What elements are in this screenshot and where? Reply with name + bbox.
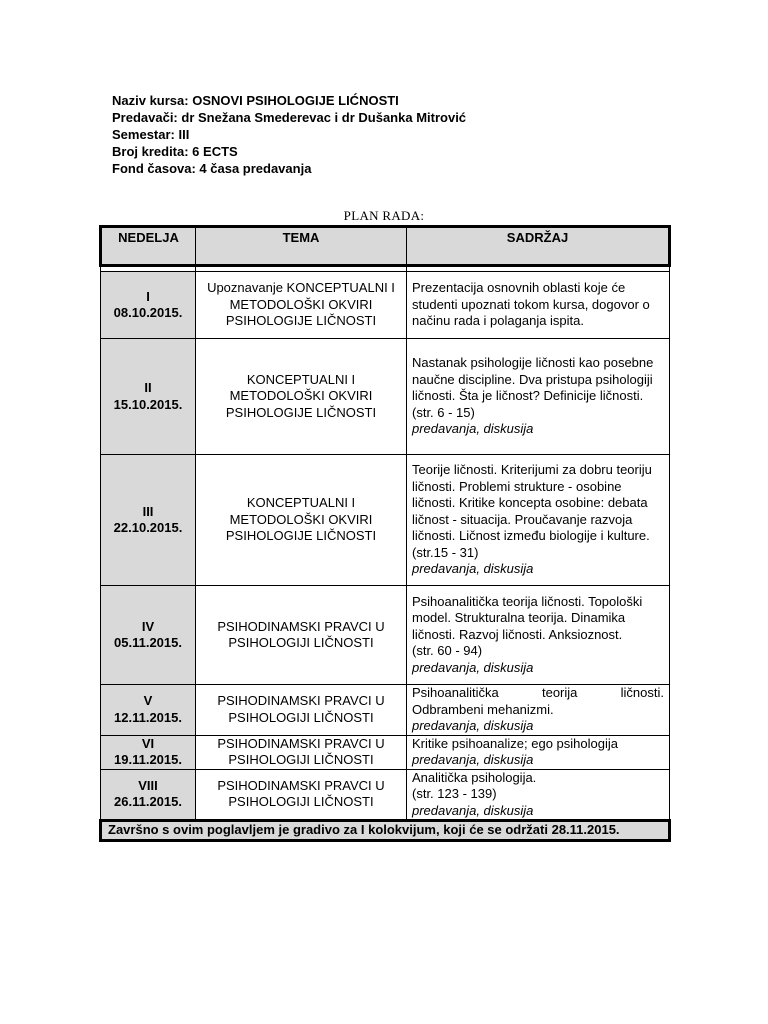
week-date: 19.11.2015. [114, 752, 182, 767]
week-date: 05.11.2015. [114, 635, 182, 650]
table-footer-row [101, 821, 670, 841]
topic-cell: PSIHODINAMSKI PRAVCI U PSIHOLOGIJI LIČNOSTI [196, 735, 407, 769]
column-header-topic: TEMA [196, 227, 407, 266]
course-hours: Fond časova: 4 časa predavanja [112, 161, 312, 176]
column-header-week: NEDELJA [101, 227, 196, 266]
table-row [101, 685, 670, 736]
week-cell [101, 769, 196, 821]
topic-cell: KONCEPTUALNI I METODOLOŠKI OKVIRI PSIHOLOGIJE LIČNOSTI [196, 455, 407, 586]
teaching-mode: predavanja, diskusija [412, 802, 534, 818]
week-number: IV [141, 618, 155, 634]
plan-title: PLAN RADA: [343, 208, 425, 223]
table-row [101, 339, 670, 455]
week-number: VIII [138, 777, 158, 793]
footer-note: Završno s ovim poglavljem je gradivo za I kolokvijum, koji će se održati 28.11.2015. [101, 821, 670, 841]
content-cell [407, 339, 670, 455]
page-reference: (str. 60 - 94) [412, 643, 483, 659]
week-number: I [146, 288, 150, 304]
content-text: Prezentacija osnovnih oblasti koje će studenti upoznati tokom kursa, dogovor o načinu rada i polaganja ispita. [412, 280, 650, 329]
week-date: 26.11.2015. [114, 794, 182, 810]
content-cell [407, 769, 670, 821]
course-credits: Broj kredita: 6 ECTS [112, 144, 238, 159]
table-row [101, 735, 670, 769]
table-row [101, 769, 670, 821]
teaching-mode: predavanja, diskusija [412, 718, 534, 733]
plan-table [99, 225, 671, 842]
content-cell [407, 272, 670, 339]
week-cell [101, 339, 196, 455]
table-row [101, 586, 670, 685]
content-text-line1: Psihoanalitička teorija ličnosti. [412, 685, 664, 700]
topic-cell: Upoznavanje KONCEPTUALNI I METODOLOŠKI OKVIRI PSIHOLOGIJE LIČNOSTI [196, 272, 407, 339]
week-date: 12.11.2015. [114, 709, 182, 725]
column-header-content: SADRŽAJ [407, 227, 670, 266]
content-text: Psihoanalitička teorija ličnosti. Topološki model. Strukturalna teorija. Dinamika ličnosti. Razvoj ličnosti. Anksioznost. [412, 593, 643, 642]
week-cell [101, 586, 196, 685]
table-header-row [101, 227, 670, 266]
topic-cell: PSIHODINAMSKI PRAVCI U PSIHOLOGIJI LIČNOSTI [196, 685, 407, 736]
course-lecturers: Predavači: dr Snežana Smederevac i dr Dušanka Mitrović [112, 110, 467, 125]
week-date: 15.10.2015. [113, 396, 183, 412]
course-name: Naziv kursa: OSNOVI PSIHOLOGIJE LIĆNOSTI [112, 93, 399, 108]
week-cell [101, 685, 196, 736]
week-number: II [144, 380, 152, 395]
week-number: III [142, 503, 154, 519]
course-header [112, 92, 466, 177]
page-reference: (str. 6 - 15) [412, 404, 475, 420]
week-number: VI [141, 735, 155, 751]
course-semester: Semestar: III [112, 127, 190, 142]
content-text: Analitička psihologija. [412, 769, 537, 785]
topic-cell: KONCEPTUALNI I METODOLOŠKI OKVIRI PSIHOLOGIJE LIČNOSTI [196, 339, 407, 455]
content-cell [407, 586, 670, 685]
week-date: 22.10.2015. [113, 520, 183, 535]
week-date: 08.10.2015. [113, 305, 183, 320]
teaching-mode: predavanja, diskusija [412, 752, 534, 767]
table-row [101, 455, 670, 586]
week-cell [101, 272, 196, 339]
teaching-mode: predavanja, diskusija [412, 421, 534, 437]
content-cell [407, 455, 670, 586]
content-cell [407, 685, 670, 736]
content-text: Nastanak psihologije ličnosti kao posebne naučne discipline. Dva pristupa psihologiji ličnosti. Šta je ličnost? Definicije ličnosti. [412, 355, 654, 404]
teaching-mode: predavanja, diskusija [412, 659, 534, 675]
page-reference: (str.15 - 31) [412, 544, 479, 560]
topic-cell: PSIHODINAMSKI PRAVCI U PSIHOLOGIJI LIČNOSTI [196, 769, 407, 821]
topic-cell: PSIHODINAMSKI PRAVCI U PSIHOLOGIJI LIČNOSTI [196, 586, 407, 685]
page-reference: (str. 123 - 139) [412, 786, 497, 801]
content-text: Teorije ličnosti. Kriterijumi za dobru teoriju ličnosti. Problemi strukture - osobine ličnosti. Kritike koncepta osobine: debata ličnost - situacija. Proučavanje razvoja ličnosti. Ličnost između biologije i kulture. [412, 462, 652, 544]
week-number: V [143, 693, 153, 709]
table-row [101, 272, 670, 339]
content-cell [407, 735, 670, 769]
teaching-mode: predavanja, diskusija [412, 561, 534, 577]
week-cell [101, 455, 196, 586]
content-text: Kritike psihoanalize; ego psihologija [412, 735, 618, 751]
content-text: Odbrambeni mehanizmi. [412, 701, 554, 717]
week-cell [101, 735, 196, 769]
